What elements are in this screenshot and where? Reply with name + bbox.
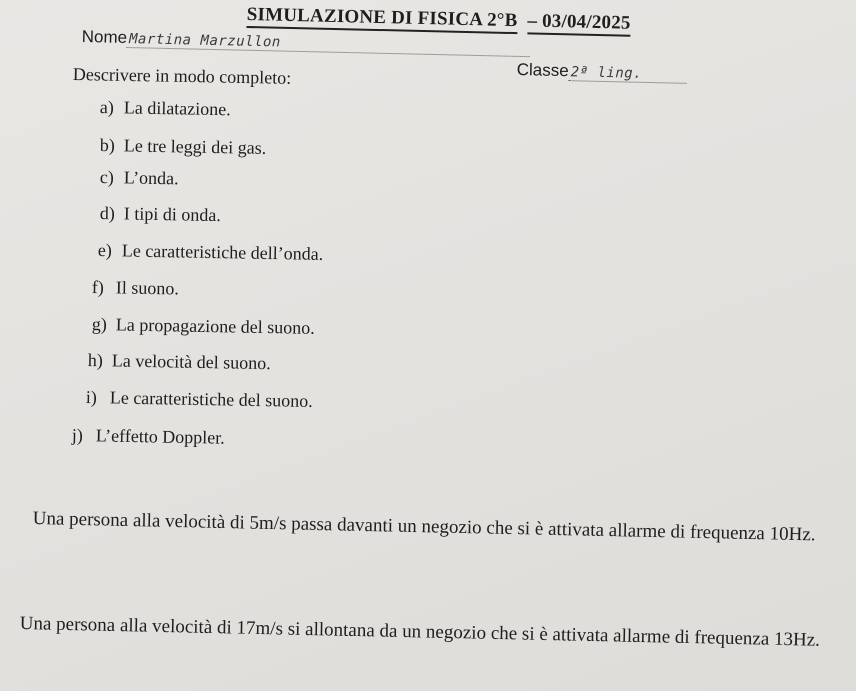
item-text: Le caratteristiche del suono.: [109, 387, 313, 411]
list-item: [92, 314, 315, 339]
classe-field: [517, 59, 687, 84]
item-letter: d): [99, 203, 115, 224]
item-letter: g): [91, 314, 107, 335]
item-letter: c): [99, 167, 114, 188]
nome-label: Nome: [81, 26, 128, 48]
item-text: Il suono.: [115, 277, 179, 299]
item-letter: i): [85, 387, 97, 408]
item-text: Le caratteristiche dell’onda.: [121, 240, 324, 264]
list-item: [92, 277, 179, 300]
list-item: [72, 425, 225, 449]
list-item: [100, 167, 179, 189]
title-text: SIMULAZIONE DI FISICA 2°B: [246, 4, 517, 34]
problem-2: Una persona alla velocità di 17m/s si allontana da un negozio che si è attivata allarme di frequenza 13Hz.: [19, 612, 821, 651]
item-text: I tipi di onda.: [123, 203, 221, 226]
item-letter: b): [99, 135, 115, 156]
item-text: La dilatazione.: [123, 97, 231, 120]
item-letter: e): [97, 240, 112, 261]
classe-value: 2ª ling.: [568, 64, 686, 84]
item-text: L’onda.: [123, 167, 179, 189]
problem-1: Una persona alla velocità di 5m/s passa davanti un negozio che si è attivata allarme di frequenza 10Hz.: [32, 507, 816, 546]
item-text: L’effetto Doppler.: [95, 425, 225, 448]
item-letter: h): [87, 350, 103, 371]
title-date: – 03/04/2025: [527, 10, 631, 36]
list-item: [98, 240, 324, 265]
item-letter: f): [91, 277, 104, 298]
item-text: La propagazione del suono.: [115, 314, 315, 338]
item-letter: a): [99, 97, 114, 118]
classe-label: Classe: [516, 59, 569, 81]
instructions: Descrivere in modo completo:: [72, 64, 292, 88]
list-item: [86, 387, 313, 412]
item-text: Le tre leggi dei gas.: [123, 135, 267, 158]
list-item: [88, 350, 271, 374]
list-item: [100, 97, 231, 120]
nome-value: Martina Marzullon: [127, 31, 530, 57]
item-letter: j): [71, 425, 83, 446]
list-item: [100, 135, 267, 159]
item-text: La velocità del suono.: [111, 350, 271, 374]
list-item: [100, 203, 221, 226]
